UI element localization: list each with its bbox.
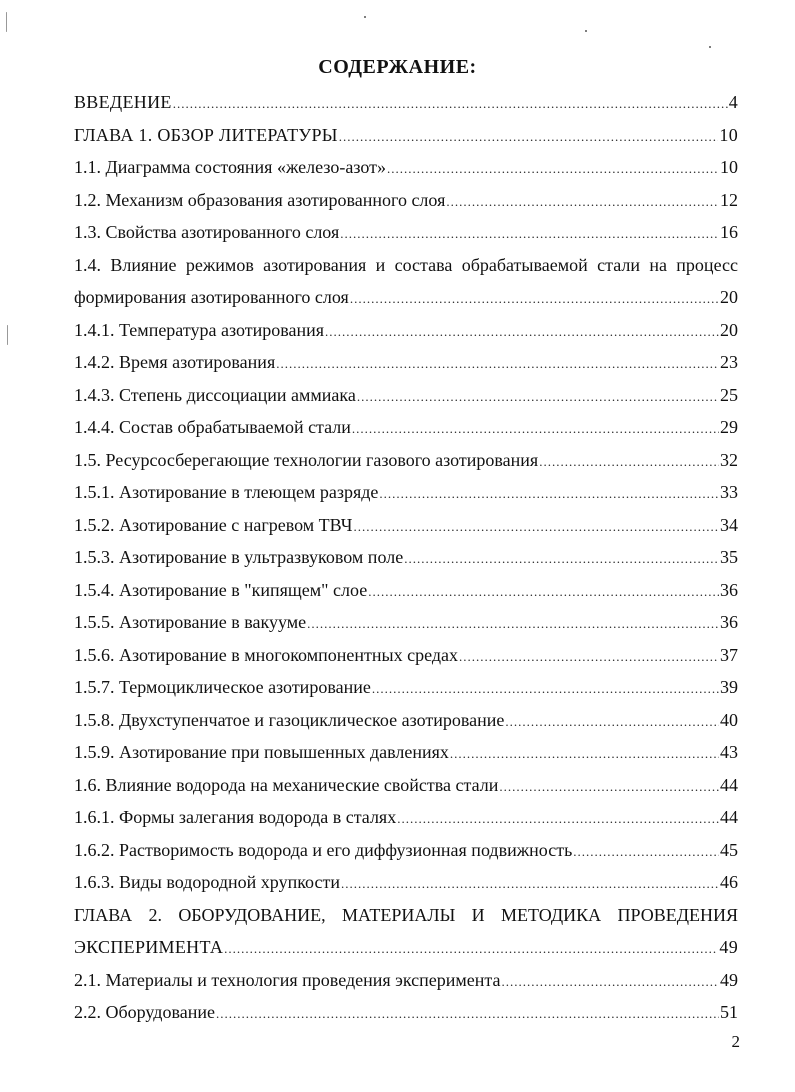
toc-entry-page: 33: [720, 482, 738, 502]
toc-entry-label: ВВЕДЕНИЕ: [74, 92, 172, 112]
toc-entry-label: 1.2. Механизм образования азотированного слоя: [74, 189, 446, 210]
toc-entry-label: 1.4.3. Степень диссоциации аммиака: [74, 384, 356, 405]
dot-leader: [216, 998, 719, 1031]
dot-leader: [450, 738, 719, 771]
toc-entry: [74, 541, 738, 574]
toc-entry-page: 16: [720, 222, 738, 242]
toc-entry-line: [74, 249, 738, 282]
toc-entry-line: [74, 899, 738, 932]
toc-entry: [74, 281, 738, 314]
toc-entry-page: 37: [720, 644, 738, 665]
toc-entry-page: 43: [720, 742, 738, 762]
toc-entry: [74, 704, 738, 737]
toc-entry: [74, 119, 738, 152]
dot-leader: [404, 543, 719, 576]
scan-mark: [6, 12, 7, 32]
toc-entry-page: 46: [720, 872, 738, 892]
toc-entry-label: 1.5.2. Азотирование с нагревом ТВЧ: [74, 514, 353, 535]
dot-leader: [539, 446, 719, 479]
toc-entry: [74, 671, 738, 704]
dot-leader: [173, 88, 728, 121]
toc-entry-label: ГЛАВА 1. ОБЗОР ЛИТЕРАТУРЫ: [74, 124, 338, 145]
scan-speck: [364, 16, 366, 18]
toc-entry-page: 51: [720, 1002, 738, 1022]
dot-leader: [325, 316, 719, 349]
dot-leader: [372, 673, 719, 706]
toc-entry: [74, 801, 738, 834]
toc-entry: [74, 931, 738, 964]
toc-entry-label: ГЛАВА 2. ОБОРУДОВАНИЕ, МАТЕРИАЛЫ И МЕТОДИКА ПРОВЕДЕНИЯ: [74, 904, 738, 925]
toc-title: СОДЕРЖАНИЕ:: [318, 56, 477, 78]
toc-entry: [74, 606, 738, 639]
toc-entry: [74, 476, 738, 509]
toc-entry-page: 32: [720, 449, 738, 470]
scan-speck: [709, 46, 711, 48]
dot-leader: [446, 186, 719, 219]
dot-leader: [459, 641, 719, 674]
dot-leader: [387, 153, 719, 186]
dot-leader: [350, 283, 719, 316]
toc-entry-label: 1.3. Свойства азотированного слоя: [74, 222, 340, 242]
dot-leader: [339, 121, 719, 154]
toc-entry-label: 1.5.1. Азотирование в тлеющем разряде: [74, 482, 379, 502]
toc-entry-label: 1.5.3. Азотирование в ультразвуковом поле: [74, 547, 404, 567]
toc-entry-page: 36: [720, 612, 738, 632]
toc-entry-label: 1.4.2. Время азотирования: [74, 352, 276, 372]
toc-entry: [74, 574, 738, 607]
toc-entry-label: 1.5.8. Двухступенчатое и газоциклическое азотирование: [74, 709, 505, 730]
dot-leader: [499, 771, 719, 804]
dot-leader: [502, 966, 720, 999]
toc-entry-page: 10: [720, 157, 738, 177]
toc-entry-page: 25: [720, 384, 738, 405]
toc-entry-page: 29: [720, 417, 738, 437]
toc-entry-page: 44: [720, 774, 738, 795]
toc-entry-page: 10: [719, 124, 738, 145]
table-of-contents: [74, 86, 738, 1029]
toc-entry-label: 2.2. Оборудование: [74, 1002, 215, 1022]
toc-entry-label: 1.6.3. Виды водородной хрупкости: [74, 872, 340, 892]
toc-entry: [74, 379, 738, 412]
toc-entry: [74, 834, 738, 867]
toc-entry-label: формирования азотированного слоя: [74, 287, 349, 307]
toc-entry: [74, 866, 738, 899]
toc-entry-page: 49: [720, 969, 738, 990]
toc-entry-label: 1.4.4. Состав обрабатываемой стали: [74, 417, 351, 437]
toc-entry: [74, 216, 738, 249]
toc-entry-label: 1.1. Диаграмма состояния «железо-азот»: [74, 157, 386, 177]
dot-leader: [307, 608, 719, 641]
toc-entry: [74, 736, 738, 769]
dot-leader: [276, 348, 719, 381]
toc-entry-label: 1.6.1. Формы залегания водорода в сталях: [74, 807, 397, 827]
toc-entry-page: 44: [720, 807, 738, 827]
toc-entry: [74, 996, 738, 1029]
toc-entry-page: 35: [720, 547, 738, 567]
dot-leader: [397, 803, 719, 836]
toc-entry: [74, 86, 738, 119]
toc-entry: [74, 346, 738, 379]
toc-entry-page: 34: [720, 514, 738, 535]
toc-entry-label: 1.4. Влияние режимов азотирования и состава обрабатываемой стали на процесс: [74, 254, 738, 275]
dot-leader: [341, 868, 719, 901]
toc-entry-label: 1.6.2. Растворимость водорода и его диффузионная подвижность: [74, 839, 573, 860]
dot-leader: [368, 576, 719, 609]
toc-entry-label: 1.6. Влияние водорода на механические свойства стали: [74, 774, 499, 795]
toc-entry: [74, 411, 738, 444]
toc-entry: [74, 184, 738, 217]
scan-mark: [7, 325, 8, 345]
toc-entry-page: 39: [720, 677, 738, 697]
toc-entry: [74, 639, 738, 672]
toc-entry-label: 1.5.9. Азотирование при повышенных давлениях: [74, 742, 449, 762]
toc-entry-page: 45: [720, 839, 738, 860]
toc-entry-page: 12: [720, 189, 738, 210]
toc-entry-label: 1.5.6. Азотирование в многокомпонентных средах: [74, 644, 458, 665]
toc-entry: [74, 444, 738, 477]
dot-leader: [340, 218, 719, 251]
dot-leader: [573, 836, 719, 869]
toc-entry-label: 1.5.4. Азотирование в "кипящем" слое: [74, 579, 368, 600]
toc-entry-label: 1.5.5. Азотирование в вакууме: [74, 612, 307, 632]
toc-entry: [74, 314, 738, 347]
dot-leader: [224, 933, 718, 966]
toc-entry-page: 36: [720, 579, 738, 600]
toc-entry: [74, 769, 738, 802]
toc-entry-page: 20: [720, 287, 738, 307]
toc-entry-label: 1.5.7. Термоциклическое азотирование: [74, 677, 371, 697]
toc-entry-label: 1.5. Ресурсосберегающие технологии газового азотирования: [74, 449, 539, 470]
toc-entry: [74, 151, 738, 184]
toc-entry-label: 2.1. Материалы и технология проведения эксперимента: [74, 969, 501, 990]
toc-entry-page: 49: [719, 937, 738, 957]
dot-leader: [505, 706, 719, 739]
dot-leader: [379, 478, 719, 511]
scan-speck: [585, 30, 587, 32]
toc-entry-page: 40: [720, 709, 738, 730]
toc-entry-label: ЭКСПЕРИМЕНТА: [74, 937, 224, 957]
toc-entry-page: 23: [720, 352, 738, 372]
toc-entry: [74, 964, 738, 997]
dot-leader: [357, 381, 719, 414]
dot-leader: [352, 413, 719, 446]
toc-entry-page: 4: [728, 92, 738, 112]
toc-entry-page: 20: [720, 319, 738, 340]
toc-entry: [74, 509, 738, 542]
page-number: 2: [731, 1032, 740, 1051]
dot-leader: [353, 511, 719, 544]
toc-entry-label: 1.4.1. Температура азотирования: [74, 319, 325, 340]
